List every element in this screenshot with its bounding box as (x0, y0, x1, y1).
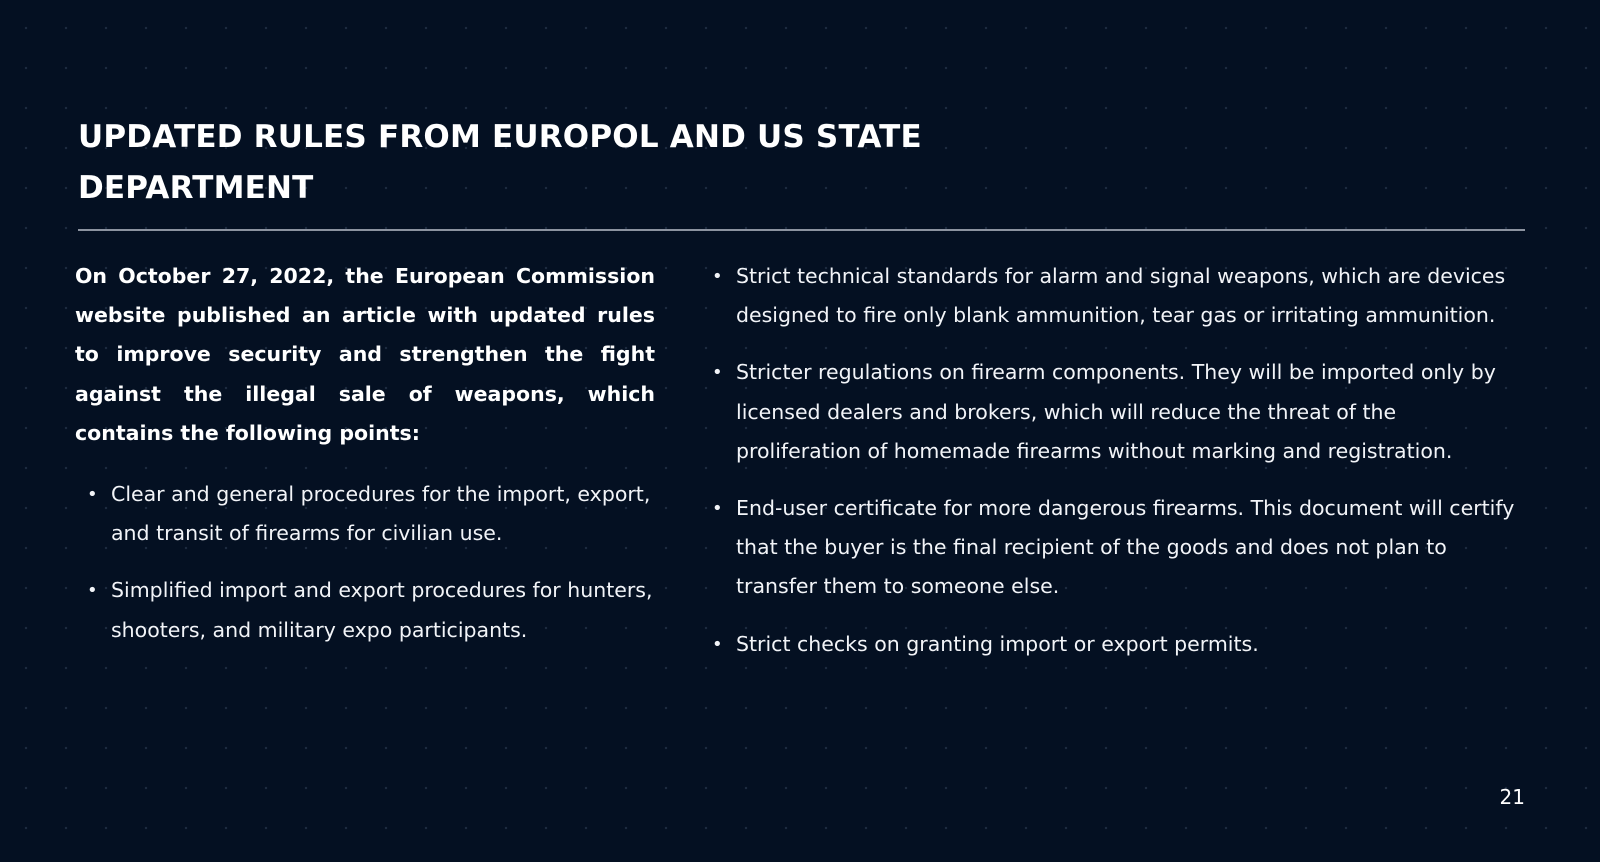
list-item (710, 489, 1525, 607)
bullet-icon: • (87, 580, 98, 602)
bullet-text: End-user certificate for more dangerous firearms. This document will certify that the buyer is the final recipient of the goods and does not plan to transfer them to someone else. (736, 496, 1515, 599)
bullet-icon: • (87, 484, 98, 506)
list-item (710, 257, 1525, 335)
page-number: 21 (1499, 785, 1525, 809)
right-column (710, 257, 1525, 682)
bullet-text: Clear and general procedures for the import, export, and transit of firearms for civilian use. (111, 482, 651, 546)
bullet-text: Simplified import and export procedures for hunters, shooters, and military expo participants. (111, 578, 653, 642)
bullet-icon: • (712, 362, 723, 384)
list-item (710, 625, 1525, 664)
bullet-icon: • (712, 633, 723, 655)
title-divider (78, 229, 1525, 231)
bullet-icon: • (712, 266, 723, 287)
left-bullet-list (75, 475, 655, 650)
list-item (710, 353, 1525, 471)
bullet-text: Strict technical standards for alarm and signal weapons, which are devices designed to fire only blank ammunition, tear gas or irritating ammunition. (736, 264, 1506, 328)
slide-title: UPDATED RULES FROM EUROPOL AND US STATE DEPARTMENT (78, 119, 922, 206)
bullet-text: Stricter regulations on firearm components. They will be imported only by licensed dealers and brokers, which will reduce the threat of the proliferation of homemade firearms without marking and registration. (736, 360, 1496, 463)
right-bullet-list (710, 257, 1525, 664)
left-column (75, 257, 655, 668)
bullet-text: Strict checks on granting import or export permits. (736, 631, 1259, 656)
list-item (75, 571, 655, 649)
bullet-icon: • (712, 498, 723, 520)
list-item (75, 475, 655, 553)
intro-paragraph: On October 27, 2022, the European Commission website published an article with updated rules to improve security and strengthen the fight against the illegal sale of weapons, which contains the following points: (75, 264, 655, 445)
